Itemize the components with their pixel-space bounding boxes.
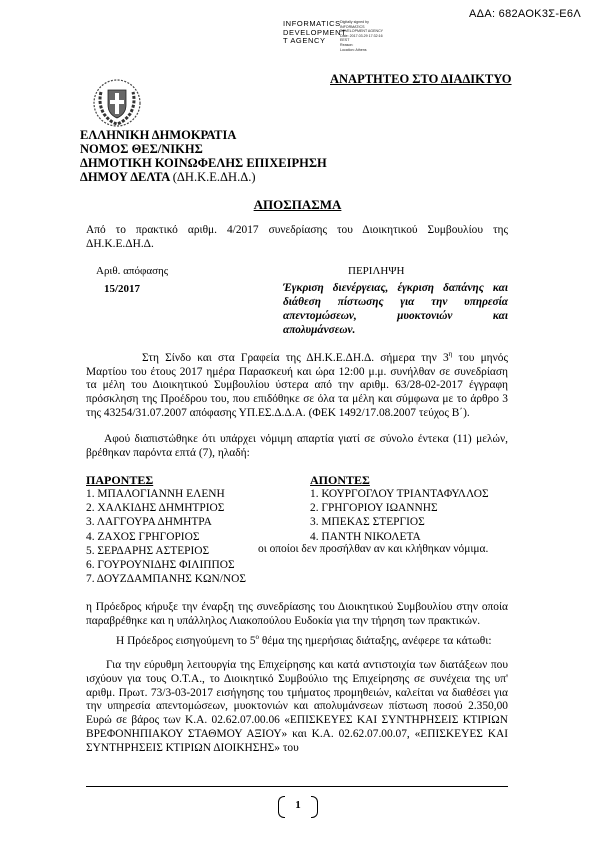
ida-logo — [283, 20, 346, 46]
signature-line: INFORMATICS — [340, 24, 365, 29]
intro-paragraph: Από το πρακτικό αριθμ. 4/2017 συνεδρίασης του Διοικητικού Συμβουλίου της ΔΗ.Κ.Ε.ΔΗ.Δ. — [86, 224, 508, 250]
signature-line: Date: 2017.03.29 17:32:16 — [340, 33, 383, 38]
meeting-text-start: Στη Σίνδο και στα Γραφεία της ΔΗ.Κ.Ε.ΔΗ.Δ. σήμερα την 3 — [142, 351, 449, 364]
header-line — [80, 170, 327, 184]
opening-paragraph: η Πρόεδρος κήρυξε την έναρξη της συνεδρίασης του Διοικητικού Συμβουλίου στην οποία παραβρέθηκε και η υπάλληλος Λιακοπούλου Ευδοκία για την τήρηση των πρακτικών. — [86, 601, 508, 627]
decision-number: 15/2017 — [104, 283, 141, 295]
bracket-right-icon — [311, 796, 318, 818]
header-line-part: ΔΗΜΟΥ ΔΕΛΤΑ — [80, 170, 170, 184]
quorum-paragraph: Αφού διαπιστώθηκε ότι υπάρχει νόμιμη απαρτία γιατί σε σύνολο έντεκα (11) μελών, βρέθηκαν παρόντα επτά (7), ηλαδή: — [86, 433, 508, 459]
present-list — [86, 487, 246, 586]
list-item: 1. ΚΟΥΡΓΟΓΛΟΥ ΤΡΙΑΝΤΑΦΥΛΛΟΣ — [310, 488, 489, 500]
header-line: ΝΟΜΟΣ ΘΕΣ/ΝΙΚΗΣ — [80, 142, 203, 156]
absent-note: οι οποίοι δεν προσήλθαν αν και κλήθηκαν νόμιμα. — [258, 543, 489, 555]
ida-logo-line: INFORMATICS — [283, 19, 341, 28]
agenda-text-rest: θέμα της ημερήσιας διάταξης, ανέφερε τα κάτωθι: — [259, 634, 492, 647]
signature-line: Location: Athens — [340, 47, 367, 52]
agenda-paragraph — [86, 631, 508, 649]
signature-line: EEST — [340, 38, 350, 43]
document-title: ΑΠΟΣΠΑΣΜΑ — [253, 197, 342, 212]
ordinal-suffix: ο — [255, 633, 260, 641]
header-line-part: (ΔΗ.Κ.Ε.ΔΗ.Δ.) — [172, 170, 256, 184]
list-item: 3. ΜΠΕΚΑΣ ΣΤΕΡΓΙΟΣ — [310, 516, 425, 529]
decision-number-label: Αριθ. απόφασης — [96, 265, 169, 277]
proposal-paragraph: Για την εύρυθμη λειτουργία της Επιχείρησης και κατά αντιστοιχία των διατάξεων που ισχύουν για τους Ο.Τ.Α., το Διοικητικό Συμβούλιο της Επιχείρησης σε συνέχεια της υπ' αριθμ. Πρωτ. 73/3-03-2017 εισήγησης του τμήματος προμηθειών, καλείται να διαθέσει για την υπηρεσία απεντομώσεων, μυοκτονιών και απολυμάνσεων πίστωση ποσού 2.350,00 Ευρώ σε βάρος των Κ.Α. 02.62.07.00.06 «ΕΠΙΣΚΕΥΕΣ ΚΑΙ ΣΥΝΤΗΡΗΣΕΙΣ ΚΤΙΡΙΩΝ ΒΡΕΦΟΝΗΠΙΑΚΟΥ ΣΤΑΘΜΟΥ ΑΞΙΟΥ» και Κ.Α. 02.62.07.00.07, «ΕΠΙΣΚΕΥΕΣ ΚΑΙ ΣΥΝΤΗΡΗΣΕΙΣ ΚΤΙΡΙΩΝ ΔΙΟΙΚΗΣΗΣ» του — [86, 659, 508, 754]
list-item: 3. ΛΑΓΓΟΥΡΑ ΔΗΜΗΤΡΑ — [86, 516, 212, 529]
footer-divider — [86, 786, 508, 787]
list-item: 2. ΧΑΛΚΙΔΗΣ ΔΗΜΗΤΡΙΟΣ — [86, 502, 225, 515]
list-item: 4. ΖΑΧΟΣ ΓΡΗΓΟΡΙΟΣ — [86, 530, 200, 543]
signature-line: DEVELOPMENT AGENCY — [340, 29, 384, 34]
present-heading: ΠΑΡΟΝΤΕΣ — [86, 473, 154, 487]
page-number-box — [278, 796, 318, 818]
digital-signature-text — [340, 20, 383, 52]
ida-logo-line: T AGENCY — [283, 36, 326, 45]
meeting-text-rest: του μηνός Μαρτίου του έτους 2017 ημέρα Παρασκευή και ώρα 12:00 μ.μ. συνήλθαν σε συνεδρίαση τα μέλη του Διοικητικού Συμβουλίου ύστερα από την αριθμ. 63/28-02-2017 έγγραφη πρόσκληση της Προέδρου του, που επιδόθηκε σε όλα τα μέλη και σύμφωνα με το άρθρο 3 της 43254/31.07.2007 απόφασης ΥΠ.ΕΣ.Δ.Δ.Α. (ΦΕΚ 1492/17.08.2007 τεύχος Β΄). — [86, 351, 508, 419]
list-item: 1. ΜΠΑΛΟΓΙΑΝΝΗ ΕΛΕΝΗ — [86, 488, 225, 500]
ordinal-suffix: η — [448, 350, 453, 358]
list-item: 4. ΠΑΝΤΗ ΝΙΚΟΛΕΤΑ — [310, 530, 421, 543]
issuer-header — [80, 128, 327, 184]
signature-line: Digitally signed by — [340, 20, 369, 24]
header-line: ΕΛΛΗΝΙΚΗ ΔΗΜΟΚΡΑΤΙΑ — [80, 128, 237, 142]
greek-coat-of-arms-emblem — [92, 78, 142, 128]
ida-logo-line: DEVELOPMENT — [283, 27, 347, 37]
list-item: 5. ΣΕΡΔΑΡΗΣ ΑΣΤΕΡΙΟΣ — [86, 544, 210, 557]
list-item: 7. ΔΟΥΖΔΑΜΠΑΝΗΣ ΚΩΝ/ΝΟΣ — [86, 573, 246, 586]
decision-summary: Έγκριση διενέργειας, έγκριση δαπάνης και διάθεση πίστωσης για την υπηρεσία απεντομώσεων, μυοκτονιών και απολυμάνσεων. — [283, 282, 508, 336]
absent-heading: ΑΠΟΝΤΕΣ — [310, 473, 370, 487]
summary-label: ΠΕΡΙΛΗΨΗ — [348, 265, 405, 277]
header-line: ΔΗΜΟΤΙΚΗ ΚΟΙΝΩΦΕΛΗΣ ΕΠΙΧΕΙΡΗΣΗ — [80, 156, 327, 170]
meeting-paragraph — [86, 348, 508, 421]
list-item: 2. ΓΡΗΓΟΡΙΟΥ ΙΩΑΝΝΗΣ — [310, 502, 438, 515]
page-number: 1 — [295, 799, 301, 811]
posted-online-label: ΑΝΑΡΤΗΤΕΟ ΣΤΟ ΔΙΑΔΙΚΤΥΟ — [330, 72, 512, 86]
ada-code: ΑΔΑ: 682ΑΟΚ3Σ-Ε6Λ — [469, 8, 581, 20]
agenda-text-start: Η Πρόεδρος εισηγούμενη το 5 — [116, 634, 256, 647]
signature-line: Reason: — [340, 42, 354, 47]
list-item: 6. ΓΟΥΡΟΥΝΙΔΗΣ ΦΙΛΙΠΠΟΣ — [86, 559, 235, 572]
absent-list — [310, 487, 489, 544]
